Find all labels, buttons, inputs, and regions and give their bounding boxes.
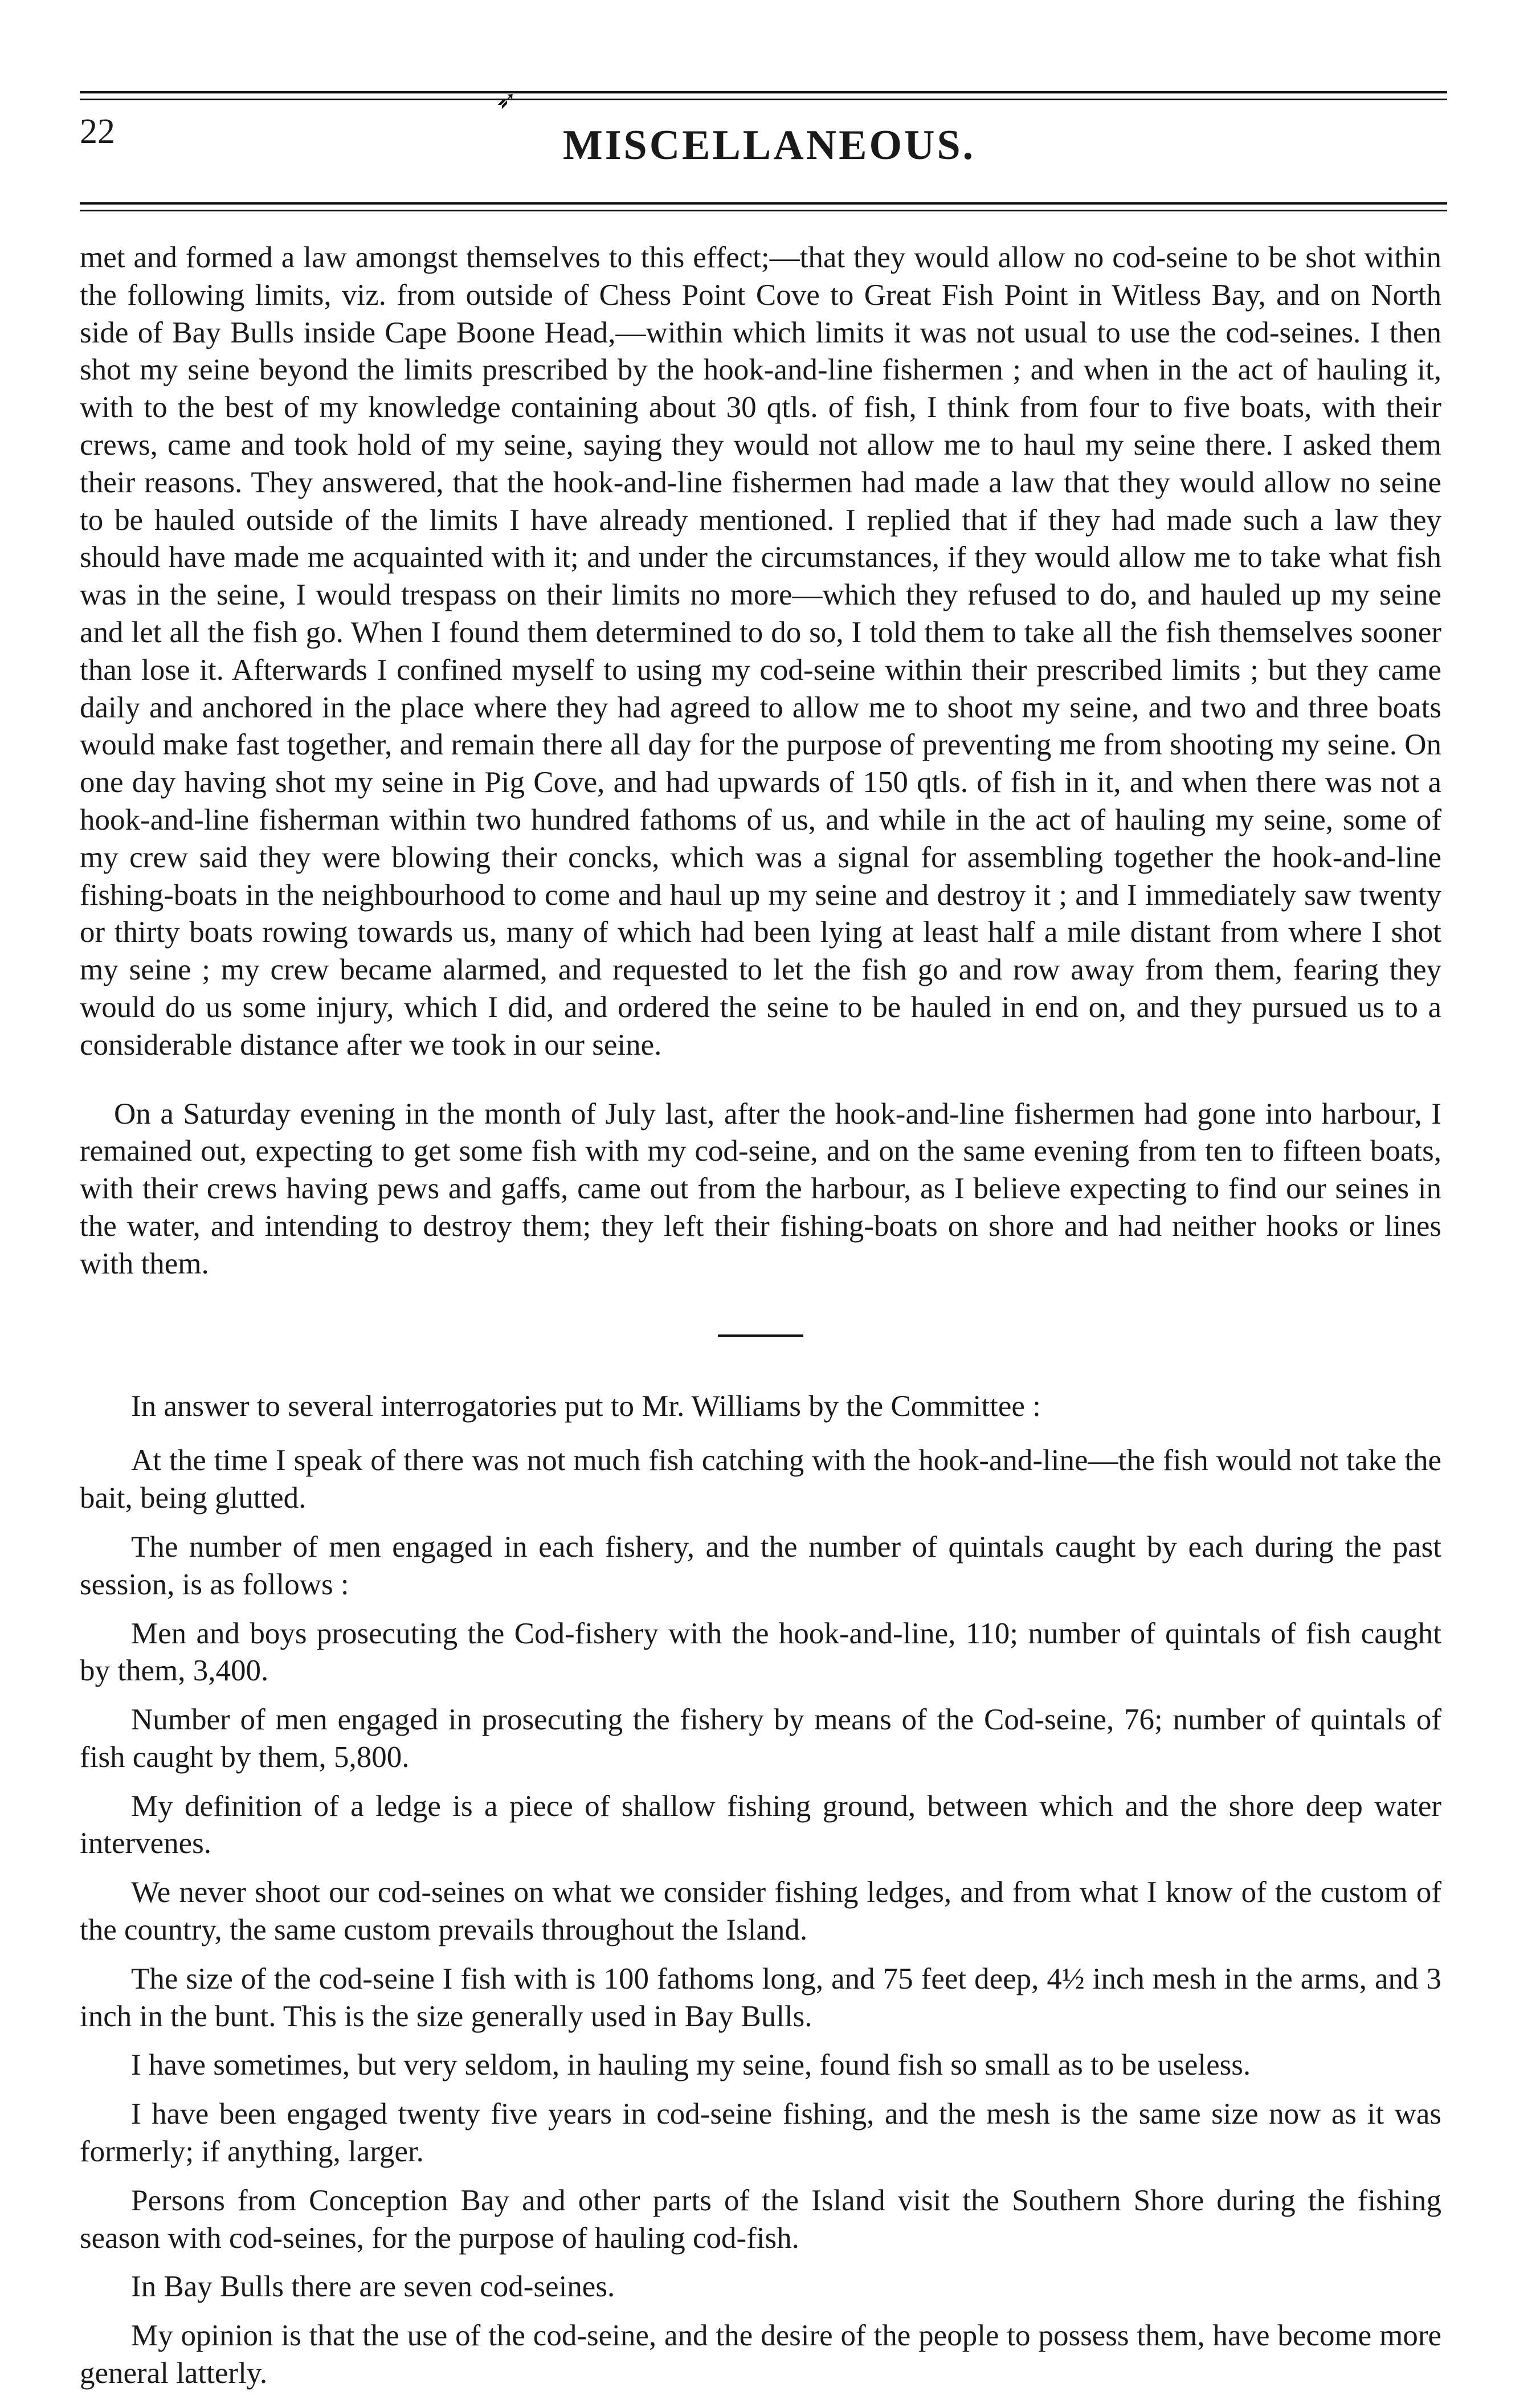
header-rule-top-thin bbox=[80, 99, 1447, 100]
answer-paragraph: The number of men engaged in each fishery, and the number of quintals caught by each during the past session, is as follows : bbox=[80, 1530, 1441, 1601]
answer-paragraph: My opinion is that the use of the cod-seine, and the desire of the people to possess them, have become more general latterly. bbox=[80, 2319, 1441, 2390]
answer-paragraph: Number of men engaged in prosecuting the fishery by means of the Cod-seine, 76; number of quintals of fish caught by them, 5,800. bbox=[80, 1703, 1441, 1774]
answer-paragraph: In Bay Bulls there are seven cod-seines. bbox=[131, 2270, 615, 2304]
answer-paragraph: I have been engaged twenty five years in cod-seine fishing, and the mesh is the same size now as it was formerly; if anything, larger. bbox=[80, 2097, 1441, 2169]
answer-paragraph: We never shoot our cod-seines on what we consider fishing ledges, and from what I know of the custom of the country, the same custom prevails throughout the Island. bbox=[80, 1876, 1441, 1947]
answer-paragraph: I have sometimes, but very seldom, in hauling my seine, found fish so small as to be useless. bbox=[131, 2048, 1251, 2082]
answer-paragraph: Persons from Conception Bay and other parts of the Island visit the Southern Shore during the fishing season with cod-seines, for the purpose of hauling cod-fish. bbox=[80, 2183, 1441, 2255]
ornament-mark: ➶ bbox=[496, 86, 517, 114]
header-rule-bottom-thin bbox=[80, 210, 1447, 211]
page-number: 22 bbox=[80, 112, 115, 151]
testimony-paragraph-1: met and formed a law amongst themselves to this effect;—that they would allow no cod-seine to be shot within the following limits, viz. from outside of Chess Point Cove to Great Fish Point in Witless Bay, and on North side of Bay Bulls inside Cape Boone Head,—within which limits it was not usual to use the cod-seines. I then shot my seine beyond the limits prescribed by the hook-and-line fishermen ; and when in the act of hauling it, with to the best of my knowledge containing about 30 qtls. of fish, I think from four to five boats, with their crews, came and took hold of my seine, saying they would not allow me to haul my seine there. I asked them their reasons. They answered, that the hook-and-line fishermen had made a law that they would allow no seine to be hauled outside of the limits I have already mentioned. I replied that if they had made such a law they should have made me acquainted with it; and under the circumstances, if they would allow me to take what fish was in the seine, I would trespass on their limits no more—which they refused to do, and hauled up my seine and let all the fish go. When I found them determined to do so, I told them to take all the fish themselves sooner than lose it. Afterwards I confined myself to using my cod-seine within their prescribed limits ; but they came daily and anchored in the place where they had agreed to allow me to shoot my seine, and two and three boats would make fast together, and remain there all day for the purpose of preventing me from shooting my seine. On one day having shot my seine in Pig Cove, and had upwards of 150 qtls. of fish in it, and when there was not a hook-and-line fisherman within two hundred fathoms of us, and while in the act of hauling my seine, some of my crew said they were blowing their concks, which was a signal for assembling together the hook-and-line fishing-boats in the neighbourhood to come and haul up my seine and destroy it ; and I immediately saw twenty or thirty boats rowing towards us, many of which had been lying at least half a mile distant from where I shot my seine ; my crew became alarmed, and requested to let the fish go and row away from them, fearing they would do us some injury, which I did, and ordered the seine to be hauled in end on, and they pursued us to a considerable distance after we took in our seine. bbox=[80, 241, 1441, 1062]
answer-paragraph: My definition of a ledge is a piece of shallow fishing ground, between which and the shore deep water intervenes. bbox=[80, 1789, 1441, 1860]
page-body bbox=[80, 239, 1441, 2404]
running-head: MISCELLANEOUS. bbox=[562, 122, 976, 169]
answer-paragraph: The size of the cod-seine I fish with is 100 fathoms long, and 75 feet deep, 4½ inch mesh in the arms, and 3 inch in the bunt. This is the size generally used in Bay Bulls. bbox=[80, 1962, 1441, 2033]
answer-paragraph: At the time I speak of there was not much fish catching with the hook-and-line—the fish would not take the bait, being glutted. bbox=[80, 1444, 1441, 1515]
interrogatories-intro: In answer to several interrogatories put to Mr. Williams by the Committee : bbox=[131, 1389, 1041, 1423]
header-rule-top bbox=[80, 91, 1447, 93]
header-rule-bottom bbox=[80, 202, 1447, 205]
answer-paragraph: Men and boys prosecuting the Cod-fishery with the hook-and-line, 110; number of quintals of fish caught by them, 3,400. bbox=[80, 1617, 1441, 1688]
testimony-paragraph-2: On a Saturday evening in the month of July last, after the hook-and-line fishermen had gone into harbour, I remained out, expecting to get some fish with my cod-seine, and on the same evening from ten to fifteen boats, with their crews having pews and gaffs, came out from the harbour, as I believe expecting to find our seines in the water, and intending to destroy them; they left their fishing-boats on shore and had neither hooks or lines with them. bbox=[80, 1097, 1441, 1280]
section-divider bbox=[718, 1334, 803, 1337]
